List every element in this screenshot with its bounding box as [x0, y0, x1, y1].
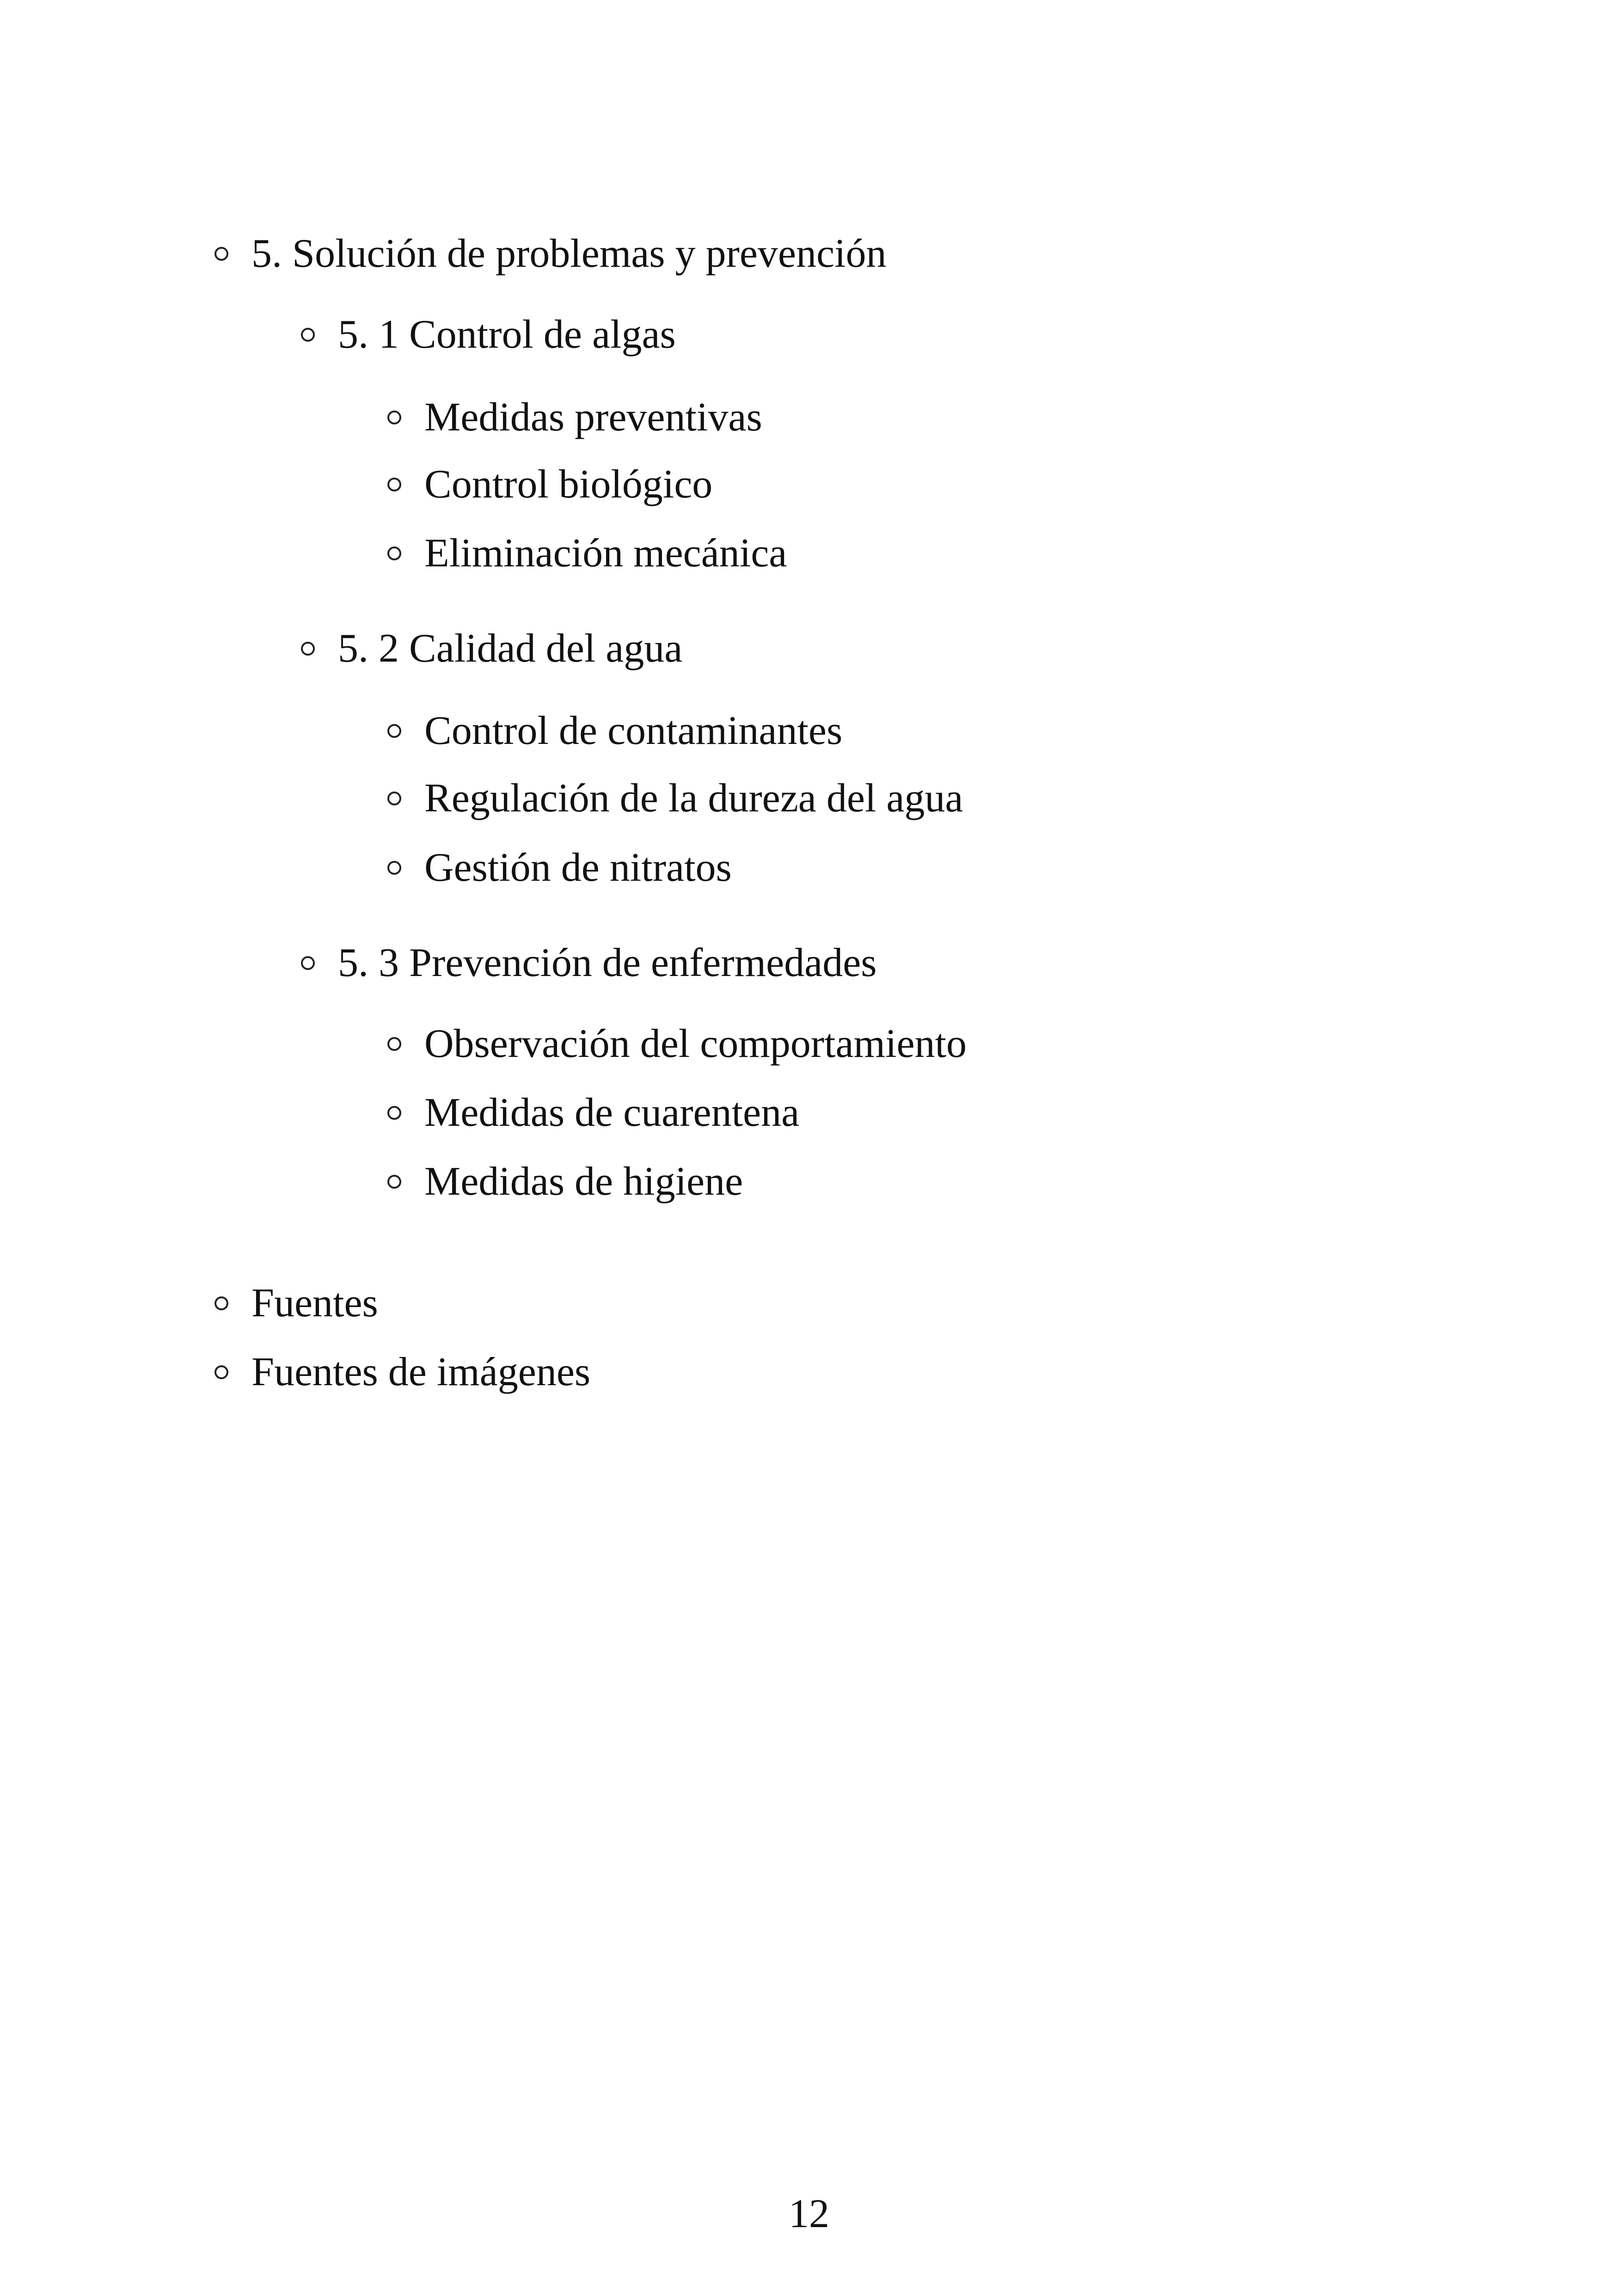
circle-bullet-icon	[387, 1175, 401, 1189]
outline-item-label: Eliminación mecánica	[424, 531, 787, 576]
outline-item-control-biologico	[387, 464, 712, 505]
circle-bullet-icon	[387, 861, 401, 875]
circle-bullet-icon	[301, 328, 315, 342]
circle-bullet-icon	[387, 1037, 401, 1051]
outline-item-medidas-cuarentena	[387, 1090, 800, 1135]
outline-item-label: 5. 3 Prevención de enfermedades	[338, 940, 877, 985]
outline-item-control-contaminantes	[387, 708, 843, 753]
circle-bullet-icon	[387, 1106, 401, 1120]
outline-item-label: Gestión de nitratos	[424, 845, 732, 890]
circle-bullet-icon	[215, 1365, 228, 1379]
page-number: 12	[789, 2192, 829, 2236]
outline-item-medidas-preventivas	[387, 397, 762, 438]
outline-item-gestion-nitratos	[387, 847, 732, 888]
outline-item-label: 5. Solución de problemas y prevención	[251, 231, 887, 276]
circle-bullet-icon	[301, 956, 315, 970]
circle-bullet-icon	[215, 1296, 228, 1310]
outline-item-label: Control biológico	[424, 462, 713, 507]
circle-bullet-icon	[387, 792, 401, 805]
outline-item-fuentes	[215, 1283, 378, 1324]
outline-item-label: Medidas de higiene	[424, 1159, 743, 1204]
outline-item-label: 5. 2 Calidad del agua	[338, 626, 683, 671]
outline-item-label: Observación del comportamiento	[424, 1021, 967, 1066]
outline-item-label: Fuentes de imágenes	[251, 1350, 591, 1394]
outline-item-regulacion-dureza	[387, 778, 963, 819]
outline-item-section-5-1	[301, 314, 676, 355]
outline-item-label: Regulación de la dureza del agua	[424, 776, 963, 821]
circle-bullet-icon	[387, 724, 401, 738]
outline-item-label: Fuentes	[251, 1281, 378, 1326]
circle-bullet-icon	[387, 546, 401, 560]
outline-item-section-5	[215, 233, 886, 274]
outline-item-label: Medidas de cuarentena	[424, 1090, 800, 1135]
outline-item-section-5-3	[301, 940, 877, 985]
circle-bullet-icon	[387, 411, 401, 424]
circle-bullet-icon	[387, 478, 401, 491]
outline-item-label: Control de contaminantes	[424, 708, 843, 753]
circle-bullet-icon	[301, 642, 315, 656]
outline-item-medidas-higiene	[387, 1161, 743, 1202]
outline-item-label: 5. 1 Control de algas	[338, 312, 676, 357]
circle-bullet-icon	[215, 247, 228, 261]
outline-item-fuentes-imagenes	[215, 1352, 590, 1393]
outline-item-section-5-2	[301, 628, 682, 669]
outline-item-eliminacion-mecanica	[387, 533, 787, 574]
outline-item-label: Medidas preventivas	[424, 395, 762, 440]
outline-item-observacion-comportamiento	[387, 1021, 967, 1066]
